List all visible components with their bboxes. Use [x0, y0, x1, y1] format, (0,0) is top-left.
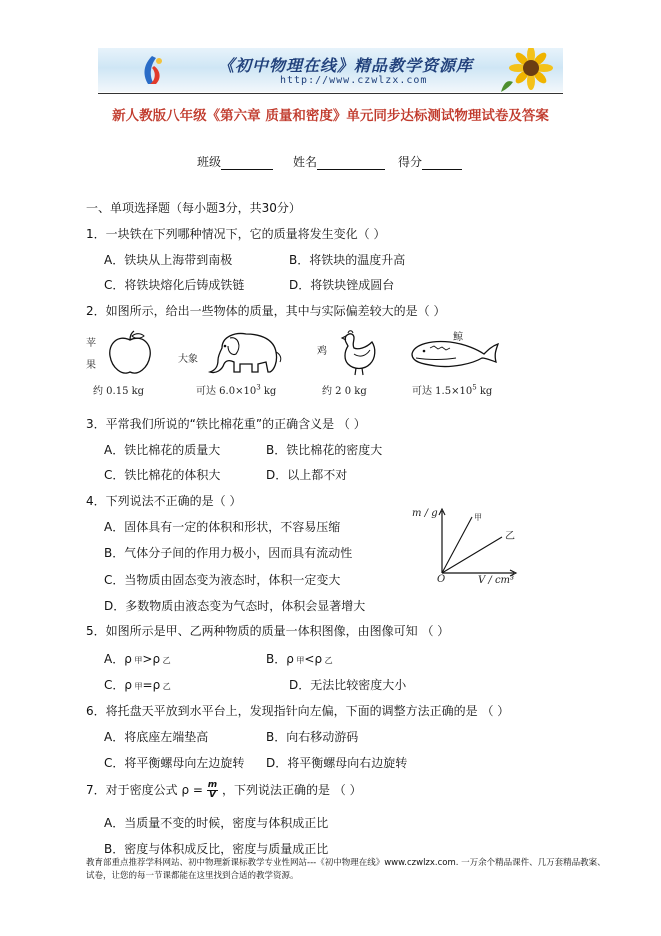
document-title: 新人教版八年级《第六章 质量和密度》单元同步达标测试物理试卷及答案 [112, 108, 549, 124]
score-field[interactable] [398, 153, 462, 170]
q7-option-a[interactable]: A．当质量不变的时候，密度与体积成正比 [104, 816, 329, 830]
question-3-stem: 3．平常我们所说的“铁比棉花重”的正确含义是 （ ） [86, 417, 366, 431]
q5-b-operator: < [304, 652, 315, 666]
q7-option-b[interactable]: B．密度与体积成反比，密度与质量成正比 [104, 842, 329, 856]
chicken-icon [336, 330, 380, 376]
graph-y-label: m / g [412, 508, 438, 519]
q7-stem-prefix: 7．对于密度公式 ρ = [86, 783, 203, 797]
whale-mass [412, 382, 492, 397]
whale-label: 鲸 [453, 332, 463, 343]
elephant-label: 大象 [178, 354, 198, 365]
question-1-stem: 1．一块铁在下列哪种情况下，它的质量将发生变化（ ） [86, 227, 386, 241]
whale-mass-unit: kg [476, 386, 493, 397]
q4-option-a[interactable]: A．固体具有一定的体积和形状，不容易压缩 [104, 520, 341, 534]
q3-option-d[interactable]: D．以上都不对 [266, 468, 348, 482]
q5-a-sub2: 乙 [160, 656, 171, 665]
class-field[interactable] [197, 153, 273, 170]
question-6-stem: 6．将托盘天平放到水平台上，发现指针向左偏，下面的调整方法正确的是 （ ） [86, 704, 510, 718]
q5-c-sub1: 甲 [132, 682, 143, 691]
question-7-stem [86, 781, 362, 800]
whale-mass-exp: 5 [472, 383, 477, 392]
class-blank[interactable] [221, 156, 273, 170]
q5-c-sub2: 乙 [160, 682, 171, 691]
q3-option-b[interactable]: B．铁比棉花的密度大 [266, 443, 383, 457]
q5-option-c[interactable] [104, 676, 171, 693]
apple-mass: 约 0.15 kg [93, 386, 145, 397]
q4-option-b[interactable]: B．气体分子间的作用力极小，因而具有流动性 [104, 546, 353, 560]
elephant-mass-base: 可达 6.0×10 [196, 386, 257, 397]
apple-label-2: 果 [86, 360, 96, 371]
q5-a-rho2: ρ [152, 652, 161, 666]
graph-x-label: V / cm³ [478, 575, 515, 586]
banner-title: 《初中物理在线》精品教学资源库 [218, 56, 474, 75]
chicken-label: 鸡 [317, 346, 327, 357]
fraction-numerator: m [207, 780, 218, 790]
name-label: 姓名 [293, 155, 318, 169]
q5-a-operator: > [142, 652, 153, 666]
header-banner [98, 48, 563, 92]
elephant-mass-exp: 3 [256, 383, 261, 392]
q3-option-a[interactable]: A．铁比棉花的质量大 [104, 443, 221, 457]
q5-c-rho2: ρ [152, 678, 161, 692]
q6-option-c[interactable]: C．将平衡螺母向左边旋转 [104, 756, 245, 770]
class-label: 班级 [197, 155, 222, 169]
q5-option-a[interactable] [104, 650, 171, 667]
graph-line-a-label: 甲 [474, 513, 482, 522]
q4-option-c[interactable]: C．当物质由固态变为液态时，体积一定变大 [104, 573, 341, 587]
site-logo-icon [136, 54, 168, 86]
score-blank[interactable] [422, 156, 462, 170]
section-heading: 一、单项选择题（每小题3分，共30分） [86, 201, 301, 215]
q7-stem-suffix: ，下列说法正确的是 （ ） [221, 783, 362, 797]
page-footer: 教育部重点推荐学科网站、初中物理新课标教学专业性网站---《初中物理在线》www.czwlzx.com. 一万余个精品课件、几万套精品教案、试卷，让您的每一节课都能在这里找到合适的教学资源。 [86, 858, 606, 881]
question-2-stem: 2．如图所示，给出一些物体的质量，其中与实际偏差较大的是（ ） [86, 304, 446, 318]
score-label: 得分 [398, 155, 423, 169]
q6-option-b[interactable]: B．向右移动游码 [266, 730, 359, 744]
q1-option-c[interactable]: C．将铁块熔化后铸成铁链 [104, 278, 245, 292]
q6-option-d[interactable]: D．将平衡螺母向右边旋转 [266, 756, 408, 770]
elephant-mass-unit: kg [260, 386, 277, 397]
line-yi [442, 537, 502, 573]
graph-origin-label: O [437, 574, 446, 585]
q1-option-a[interactable]: A．铁块从上海带到南极 [104, 253, 233, 267]
q1-option-b[interactable]: B．将铁块的温度升高 [289, 253, 406, 267]
q3-option-c[interactable]: C．铁比棉花的体积大 [104, 468, 221, 482]
name-blank[interactable] [317, 156, 385, 170]
q5-a-sub1: 甲 [131, 656, 143, 665]
chicken-mass: 约 2 0 kg [322, 386, 367, 397]
banner-url[interactable]: http://www.czwlzx.com [280, 75, 428, 86]
question-4-stem: 4．下列说法不正确的是（ ） [86, 494, 242, 508]
apple-label-1: 苹 [86, 338, 96, 349]
q6-option-a[interactable]: A．将底座左端垫高 [104, 730, 209, 744]
graph-line-b-label: 乙 [505, 531, 515, 542]
q5-b-sub1: 甲 [293, 656, 305, 665]
whale-icon [408, 336, 500, 370]
fraction-denominator: V [208, 790, 216, 800]
q5-option-b[interactable] [266, 650, 333, 667]
density-fraction [207, 781, 218, 800]
question-5-stem: 5．如图所示是甲、乙两种物质的质量一体积图像，由图像可知 （ ） [86, 624, 450, 638]
q4-option-d[interactable]: D．多数物质由液态变为气态时，体积会显著增大 [104, 599, 366, 613]
q1-option-d[interactable]: D．将铁块锉成圆台 [289, 278, 395, 292]
whale-mass-base: 可达 1.5×10 [412, 386, 473, 397]
sunflower-icon [497, 48, 557, 92]
elephant-mass [196, 382, 276, 397]
name-field[interactable] [293, 153, 385, 170]
q5-option-d[interactable]: D．无法比较密度大小 [289, 678, 407, 692]
q5-b-sub2: 乙 [322, 656, 333, 665]
elephant-icon [202, 326, 284, 378]
q5-a-rho1: A．ρ [104, 652, 132, 666]
q5-b-rho2: ρ [314, 652, 323, 666]
q5-c-rho1: C．ρ [104, 678, 132, 692]
banner-underline [98, 93, 563, 94]
q5-c-operator: = [142, 678, 153, 692]
q5-b-rho1: B．ρ [266, 652, 294, 666]
apple-icon [104, 330, 156, 378]
